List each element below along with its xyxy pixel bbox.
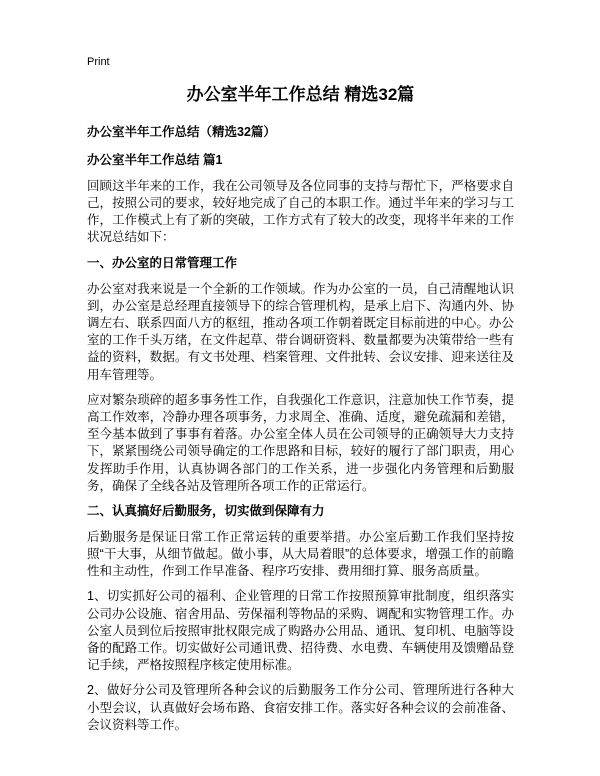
document-subtitle: 办公室半年工作总结（精选32篇） <box>87 125 276 140</box>
paragraph-logistics-item-2: 2、做好分公司及管理所各种会议的后勤服务工作分公司、管理所进行各种大小型会议，认真做好会场布路、食宿安排工作。落实好各种会议的会前准备、会议资料等工作。 <box>87 683 514 732</box>
document-title: 办公室半年工作总结 精选32篇 <box>186 85 415 104</box>
paragraph-logistics-item-1: 1、切实抓好公司的福利、企业管理的日常工作按照预算审批制度，组织落实公司办公设施、宿舍用品、劳保福利等物品的采购、调配和实物管理工作。办公室人员到位后按照审批权限完成了购路办公用品、通讯、复印机、电脑等设备的配路工作。切实做好公司通讯费、招待费、水电费、车辆使用及馈赠品登记手续，严格按照程序核定使用标准。 <box>87 589 514 673</box>
print-link[interactable]: Print <box>87 56 110 68</box>
section-heading-daily-management: 一、办公室的日常管理工作 <box>87 255 238 270</box>
section-heading-logistics: 二、认真搞好后勤服务，切实做到保障有力 <box>87 503 325 518</box>
paragraph-intro: 回顾这半年来的工作，我在公司领导及各位同事的支持与帮忙下，严格要求自己，按照公司的要求，较好地完成了自己的本职工作。通过半年来的学习与工作，工作模式上有了新的突破，工作方式有了较大的改变，现将半年来的工作状况总结如下： <box>87 178 514 245</box>
paragraph-logistics-intro: 后勤服务是保证日常工作正常运转的重要举措。办公室后勤工作我们坚持按照“干大事，从细节做起。做小事，从大局着眼”的总体要求，增强工作的前瞻性和主动性，作到工作早准备、程序巧安排、费用细打算、服务高质量。 <box>87 529 514 579</box>
paragraph-daily-management-2: 应对繁杂琐碎的超多事务性工作，自我强化工作意识，注意加快工作节奏，提高工作效率，冷静办理各项事务，力求周全、准确、适度，避免疏漏和差错，至今基本做到了事事有着落。办公室全体人员在公司领导的正确领导大力支持下，紧紧围绕公司领导确定的工作思路和目标，较好的履行了部门职责，用心发挥助手作用，认真协调各部门的工作关系，进一步强化内务管理和后勤服务，确保了全线各站及管理所各项工作的正常运行。 <box>87 392 514 493</box>
paragraph-daily-management-1: 办公室对我来说是一个全新的工作领域。作为办公室的一员，自己清醒地认识到，办公室是总经理直接领导下的综合管理机构，是承上启下、沟通内外、协调左右、联系四面八方的枢纽，推动各项工作朝着既定目标前进的中心。办公室的工作千头万绪，在文件起草、带台调研资料、数量都要为决策带给一些有益的资料，数据。有文书处理、档案管理、文件批转、会议安排、迎来送往及用车管理等。 <box>87 281 514 382</box>
section-heading-part1: 办公室半年工作总结 篇1 <box>87 152 223 167</box>
